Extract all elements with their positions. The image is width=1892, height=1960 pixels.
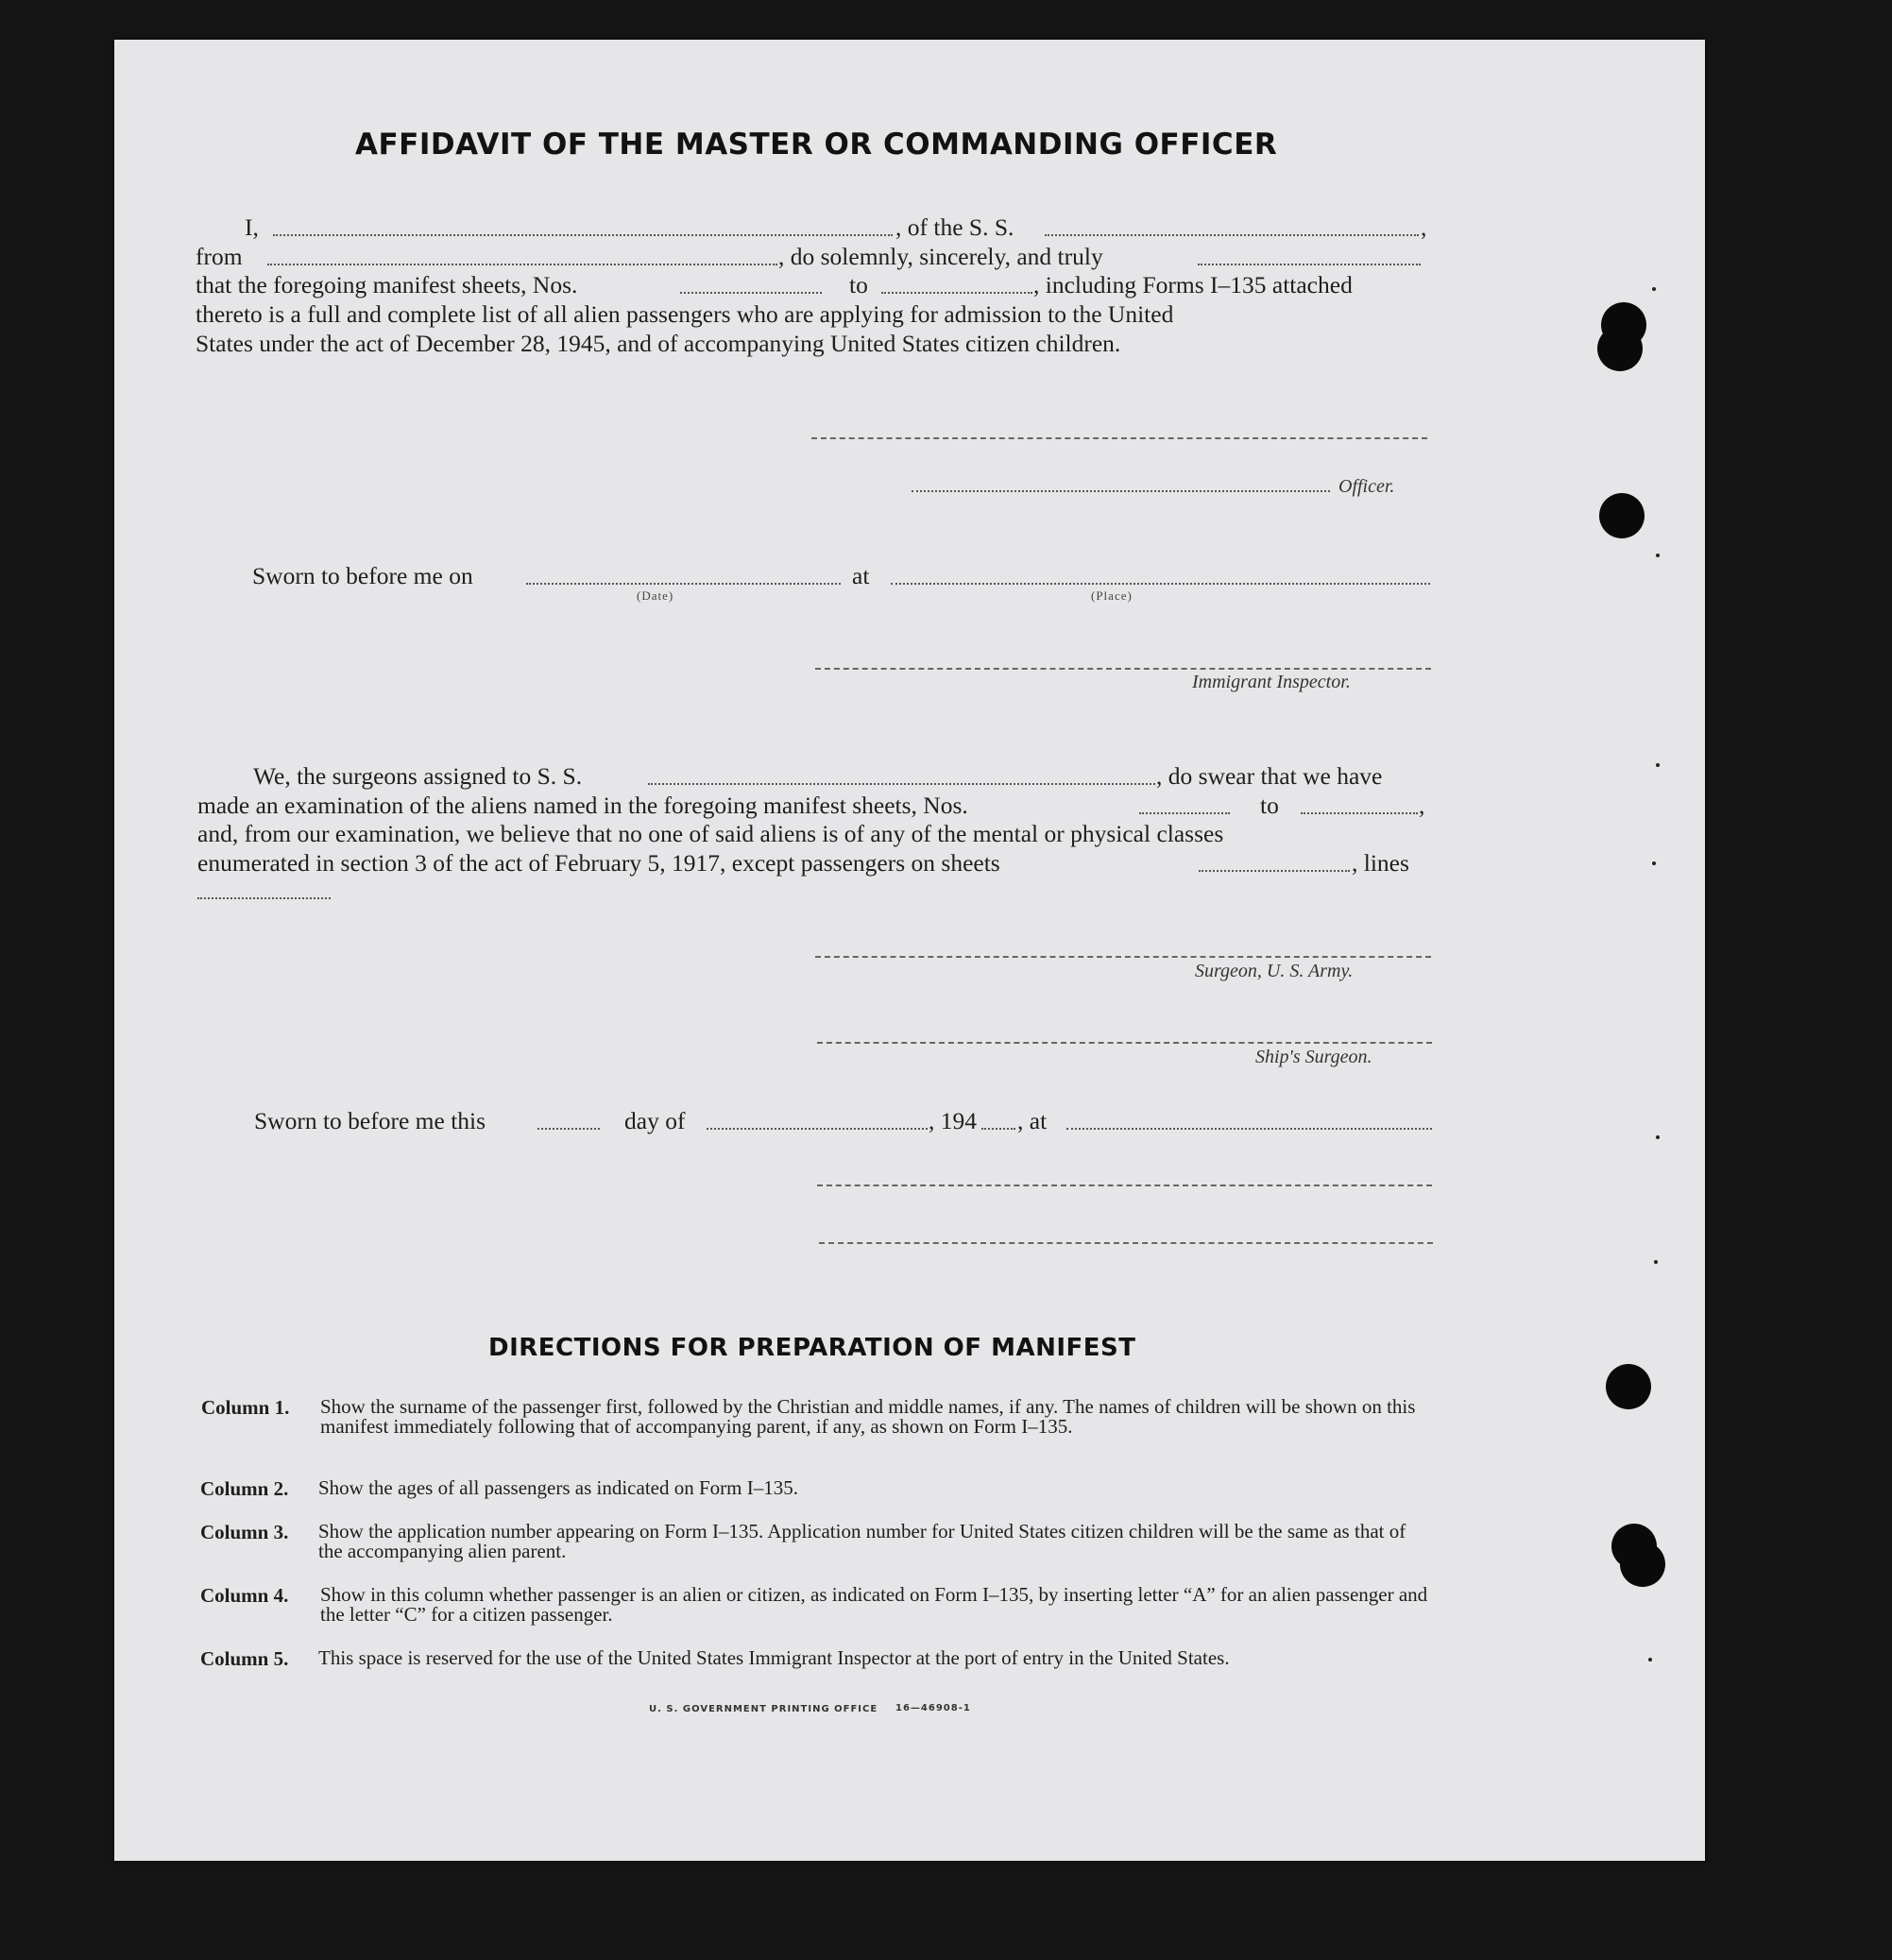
form-code: 16—46908-1 bbox=[895, 1703, 971, 1713]
directions-title: DIRECTIONS FOR PREPARATION OF MANIFEST bbox=[488, 1334, 1136, 1362]
speck bbox=[1656, 763, 1660, 767]
punch-hole bbox=[1597, 326, 1643, 371]
surgeons-line1-a: We, the surgeons assigned to S. S. bbox=[253, 762, 583, 790]
speck bbox=[1652, 287, 1656, 291]
punch-hole bbox=[1606, 1364, 1651, 1409]
truly-field[interactable] bbox=[1198, 264, 1421, 265]
column-3-label: Column 3. bbox=[200, 1521, 289, 1543]
sworn-year-field[interactable] bbox=[981, 1128, 1015, 1130]
army-surgeon-label: Surgeon, U. S. Army. bbox=[1195, 961, 1354, 981]
form-title: AFFIDAVIT OF THE MASTER OR COMMANDING OFFICER bbox=[355, 128, 1278, 162]
ship-surgeon-label: Ship's Surgeon. bbox=[1255, 1047, 1372, 1067]
speck bbox=[1656, 554, 1660, 557]
column-5-text: This space is reserved for the use of the United States Immigrant Inspector at the port of entry in the United States. bbox=[318, 1646, 1230, 1669]
column-2-text: Show the ages of all passengers as indicated on Form I–135. bbox=[318, 1476, 798, 1499]
affidavit-of-ss: , of the S. S. bbox=[895, 213, 1014, 241]
officer-label: Officer. bbox=[1338, 476, 1395, 497]
sworn-at-text: at bbox=[852, 562, 870, 589]
sheet-from-field[interactable] bbox=[680, 292, 822, 294]
sheet-to-field[interactable] bbox=[881, 292, 1032, 294]
affidavit-line4: thereto is a full and complete list of all alien passengers who are applying for admission to the United bbox=[196, 300, 1174, 328]
surgeons-ship-field[interactable] bbox=[648, 783, 1155, 785]
sworn-day-of: day of bbox=[624, 1107, 686, 1134]
sworn-month-field[interactable] bbox=[707, 1128, 928, 1130]
affidavit-from: from bbox=[196, 243, 243, 270]
sworn-on-text: Sworn to before me on bbox=[252, 562, 473, 589]
column-1-label: Column 1. bbox=[201, 1396, 290, 1419]
surgeons-line4: enumerated in section 3 of the act of February 5, 1917, except passengers on sheets bbox=[197, 849, 1000, 877]
surgeons-line2: made an examination of the aliens named in the foregoing manifest sheets, Nos. bbox=[197, 792, 968, 819]
affidavit-comma: , bbox=[1421, 213, 1427, 241]
except-lines-field[interactable] bbox=[197, 897, 331, 899]
except-sheets-field[interactable] bbox=[1199, 870, 1350, 872]
column-5-label: Column 5. bbox=[200, 1647, 289, 1670]
date-sublabel: (Date) bbox=[637, 588, 674, 603]
punch-hole bbox=[1599, 493, 1645, 538]
surgeons-lines: , lines bbox=[1352, 849, 1409, 877]
army-surgeon-signature-line[interactable] bbox=[815, 956, 1431, 958]
sworn-place2-field[interactable] bbox=[1066, 1128, 1432, 1130]
surgeons-sheet-to-field[interactable] bbox=[1301, 812, 1418, 814]
sworn-place-field[interactable] bbox=[891, 583, 1430, 585]
speck bbox=[1656, 1135, 1660, 1139]
surgeons-sheet-from-field[interactable] bbox=[1139, 812, 1230, 814]
ship-surgeon-signature-line[interactable] bbox=[817, 1042, 1432, 1044]
sworn-date-field[interactable] bbox=[526, 583, 841, 585]
sworn2-signature-line-2[interactable] bbox=[819, 1242, 1433, 1244]
affidavit-including: , including Forms I–135 attached bbox=[1033, 271, 1353, 298]
surgeons-line1-b: , do swear that we have bbox=[1156, 762, 1383, 790]
officer-signature-line-1[interactable] bbox=[811, 437, 1427, 439]
officer-signature-line-2[interactable] bbox=[912, 490, 1330, 492]
inspector-label: Immigrant Inspector. bbox=[1192, 672, 1351, 692]
speck bbox=[1654, 1260, 1658, 1264]
sworn-year: , 194 bbox=[929, 1107, 977, 1134]
sworn2-signature-line-1[interactable] bbox=[817, 1185, 1432, 1186]
affidavit-i: I, bbox=[245, 213, 259, 241]
printing-office-imprint: U. S. GOVERNMENT PRINTING OFFICE bbox=[649, 1704, 878, 1714]
master-name-field[interactable] bbox=[273, 234, 893, 236]
column-1-text: Show the surname of the passenger first, followed by the Christian and middle names, if any. The names of children will be shown on this manifest immediately following that of accompanying parent, if any, as shown on Form I–135. bbox=[320, 1395, 1416, 1438]
column-2-label: Column 2. bbox=[200, 1477, 289, 1500]
column-3-text: Show the application number appearing on Form I–135. Application number for United States citizen children will be the same as that of the accompanying alien parent. bbox=[318, 1520, 1406, 1562]
speck bbox=[1652, 861, 1656, 865]
surgeons-to: to bbox=[1260, 792, 1279, 819]
column-4-text: Show in this column whether passenger is an alien or citizen, as indicated on Form I–135, by inserting letter “A” for an alien passenger and the letter “C” for a citizen passenger. bbox=[320, 1583, 1428, 1626]
sworn-this-text: Sworn to before me this bbox=[254, 1107, 486, 1134]
affidavit-to: to bbox=[849, 271, 868, 298]
place-sublabel: (Place) bbox=[1091, 588, 1133, 603]
punch-hole bbox=[1620, 1542, 1665, 1587]
speck bbox=[1648, 1658, 1652, 1662]
ship-name-field[interactable] bbox=[1045, 234, 1419, 236]
surgeons-line3: and, from our examination, we believe that no one of said aliens is of any of the mental or physical classes bbox=[197, 820, 1224, 847]
form-page bbox=[114, 40, 1705, 1861]
column-4-label: Column 4. bbox=[200, 1584, 289, 1607]
from-port-field[interactable] bbox=[267, 264, 777, 265]
sworn-day-field[interactable] bbox=[537, 1128, 600, 1130]
affidavit-sheets: that the foregoing manifest sheets, Nos. bbox=[196, 271, 578, 298]
surgeons-comma: , bbox=[1419, 792, 1425, 819]
sworn-at2: , at bbox=[1017, 1107, 1048, 1134]
affidavit-solemnly: , do solemnly, sincerely, and truly bbox=[778, 243, 1103, 270]
affidavit-line5: States under the act of December 28, 1945, and of accompanying United States citizen children. bbox=[196, 330, 1121, 357]
inspector-signature-line[interactable] bbox=[815, 668, 1431, 670]
